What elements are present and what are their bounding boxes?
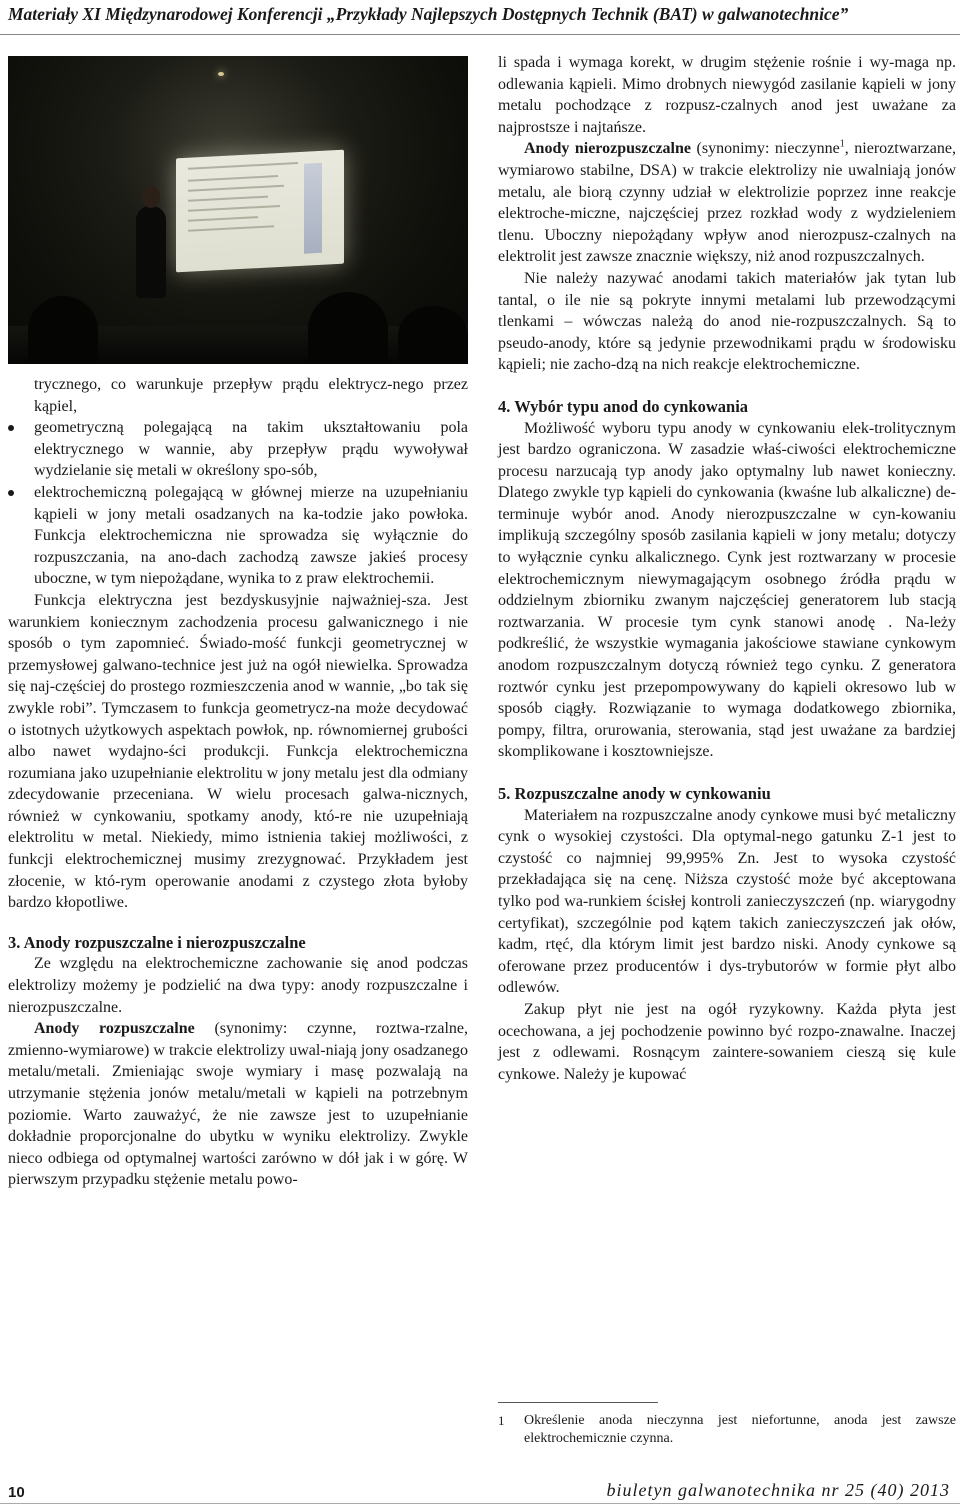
paragraph: Nie należy nazywać anodami takich materiałów jak tytan lub tantal, o ile nie są pokryte innymi metalami lub przewodzącymi tlenkami – wówczas należą do anod nie-rozpuszczalnych. Są to pseudo-anody, które są jedynie przewodnikami prądu w środowisku kąpieli; nie zacho-dzą na nich reakcje elektrochemiczne.	[498, 269, 956, 374]
header-rule	[0, 34, 960, 35]
speaker-silhouette	[136, 206, 166, 298]
audience-silhouette	[308, 292, 388, 364]
list-item-continuation: Funkcja elektrochemiczna nie sprowadza się wyłącznie do rozpuszczania, na ano-dach zachodzą zawsze jakieś procesy uboczne, w tym niepożądane, wynika to z praw elektrochemii.	[34, 527, 468, 588]
anode-functions-list	[8, 417, 468, 590]
paragraph: Materiałem na rozpuszczalne anody cynkowe musi być metaliczny cynk o wysokiej czystości. Dla optymal-nego gatunku Z-1 jest to czystość co najmniej 99,995% Zn. Jest to wysoka czystość przekładająca się na cenę. Niższa czystość może być akceptowana tylko pod wa-runkiem ścisłej kontroli zanieczyszczeń (np. wiarygodny certyfikat), szczególnie pod kątem takich zanieczyszczeń jak ołów, kadm, rtęć, dla którym limit jest bardzo niski. Anody cynkowe są oferowane przez producentów i dys-trybutorów w formie płyt albo odlewów.	[498, 806, 956, 997]
paragraph-continued: trycznego, co warunkuje przepływ prądu elektrycz-nego przez kąpiel,	[34, 376, 468, 415]
conference-photo	[8, 56, 468, 364]
slide-line	[188, 216, 258, 222]
left-column	[8, 374, 468, 1191]
right-column	[498, 52, 956, 1085]
slide-line	[188, 162, 298, 170]
section-heading-3: 3. Anody rozpuszczalne i nierozpuszczalne	[8, 932, 306, 952]
slide-line	[188, 196, 268, 202]
bullet-icon	[8, 490, 14, 496]
term-bold: Anody nierozpuszczalne	[524, 140, 691, 158]
paragraph-text: (synonimy: czynne, roztwa-rzalne, zmienno-wymiarowe) w trakcie elektrolizy uwal-niają jony osadzanego metalu/metali. Zmieniając swoje wymiary i masę pozwalają na utrzymanie stężenia jonów metalu/metali w kąpieli na potrzebnym poziomie. Warto zauważyć, że nie zawsze jest to uzupełnianie dokładnie proporcjonalne do ubytku w wyniku elektrolizy. Zwykle nieco odbiega od optymalnej wartości zarówno w dół jak i w górę. W pierwszym przypadku stężenie metalu powo-	[8, 1020, 468, 1189]
footnote-number: 1	[498, 1413, 505, 1428]
projection-screen	[176, 150, 344, 273]
list-item	[8, 482, 468, 590]
bullet-icon	[8, 425, 14, 431]
paragraph: Funkcja elektryczna jest bezdyskusyjnie najważniej-sza. Jest warunkiem koniecznym zachodzenia procesu galwanicznego i nie sposób o tym zapomnieć. Świado-mość funkcji geometrycznej w przemysłowej galwano-technice jest już na ogół niewielka. Sprowadza się naj-częściej do prostego rozmieszczenia anod w wannie, „bo tak się zwykle robi”. Tymczasem to funkcja geometrycz-na może decydować o istotnych użytkowych aspektach powłok, np. równomiernej grubości albo nawet wydajno-ści produkcji. Funkcja elektrochemiczna rozumiana jako uzupełnianie elektrolitu w jony metalu jest dla odmiany zdecydowanie przeceniana. W wielu procesach galwa-nicznych, również w cynkowaniu, spotkamy anody, któ-re nie uzupełniają elektrolitu w metal. Niekiedy, mimo istnienia takiej możliwości, z funkcji elektrochemicznej musimy zrezygnować. Przykładem jest złocenie, w któ-rym operowanie anodami z czystego złota byłoby bardzo kłopotliwe.	[8, 591, 468, 912]
footnote-text: Określenie anoda nieczynna jest niefortunne, anoda jest zawsze elektrochemicznie czynna.	[524, 1413, 956, 1446]
footnote	[498, 1412, 956, 1448]
section-heading-4: 4. Wybór typu anod do cynkowania	[498, 396, 749, 416]
journal-title: biuletyn galwanotechnika nr 25 (40) 2013	[606, 1480, 950, 1500]
section-heading-5: 5. Rozpuszczalne anody w cynkowaniu	[498, 784, 771, 803]
list-item	[8, 417, 468, 482]
paragraph: Możliwość wyboru typu anody w cynkowaniu elek-trolitycznym jest bardzo ograniczona. W zasadzie właś-ciwości elektrochemiczne procesu narzucają typ anody jako optymalny lub nawet konieczny. Dlatego zwykle typ kąpieli do cynkowania (kwaśne lub alkaliczne) de-terminuje wybór anod. Anody nierozpuszczalne w cyn-kowaniu implikują szczególny sposób zasilania kąpieli w jony metalu; dotyczy to wyłącznie cynku alkalicznego. Cynk jest roztwarzany w procesie elektrochemicznym niewymagającym osobnego źródła prądu w oddzielnym zbiorniku zwanym najczęściej generatorem lub stacją roztwarzania. W procesie tym cynk stanowi anodę . Na-leży podkreślić, że wszystkie wymagania jakościowe stawiane cynkowym anodom rozpuszczalnym dotyczą również tego cynku. Z generatora roztwór cynku jest przepompowywany do kąpieli okresowo lub w sposób ciągły. Rozwiązanie to wymaga dodatkowego zbiornika, pompy, filtra, orurowania, sterowania, stąd jest uważane za bardziej skomplikowane i kosztowniejsze.	[498, 419, 956, 761]
term-bold: Anody rozpuszczalne	[34, 1020, 195, 1038]
footer-rule	[0, 1503, 960, 1504]
paragraph	[498, 138, 956, 268]
footnote-ref[interactable]: 1	[839, 139, 845, 151]
paragraph	[8, 1018, 468, 1191]
running-header: Materiały XI Międzynarodowej Konferencji „Przykłady Najlepszych Dostępnych Technik (BAT) w galwanotechnice”	[8, 4, 849, 24]
audience-silhouette	[398, 306, 468, 364]
paragraph: Ze względu na elektrochemiczne zachowanie się anod podczas elektrolizy możemy je podzielić na dwa typy: anody rozpuszczalne i nierozpuszczalne.	[8, 955, 468, 1016]
paragraph-text: (synonimy: nieczynne	[691, 140, 840, 158]
paragraph: Zakup płyt nie jest na ogół ryzykowny. Każda płyta jest ocechowana, a jej pochodzenie powinno być rozpo-znawalne. Inaczej jest z odlewami. Rosnącym zaintere-sowaniem cieszą się kule cynkowe. Należy je kupować	[498, 1000, 956, 1083]
ceiling-lamp	[218, 72, 224, 76]
list-item-text: geometryczną polegającą na takim ukształtowaniu pola elektrycznego w wannie, aby przepływ prądu wywoływał wydzielanie się metali w określony spo-sób,	[34, 419, 468, 480]
footnote-rule	[498, 1402, 658, 1403]
slide-line	[188, 175, 278, 182]
list-item-text: elektrochemiczną polegającą w głównej mierze na uzupełnianiu kąpieli w jony metali osadzanych na ka-todzie jako powłoka.	[34, 483, 468, 523]
paragraph-text: , nieroztwarzane, wymiarowo stabilne, DSA) w trakcie elektrolizy nie uwalniają jonów metalu, ale biorą czynny udział w elektrolizie poprzez inne reakcje elektroche-miczne, najczęściej przez rozkład wody z wydzieleniem tlenu. Uboczny niepożądany wpływ anod nierozpusz-czalnych na elektrolit jest zawsze znacznie większy, niż anod rozpuszczalnych.	[498, 140, 956, 266]
slide-figure	[304, 163, 322, 254]
slide-line	[188, 185, 284, 192]
paragraph-continued: li spada i wymaga korekt, w drugim stężenie rośnie i wy-maga np. odlewania kąpieli. Mimo drobnych niewygód zasilanie kąpieli w jony metalu pochodzące z rozpusz-czalnych anod jest uważane za najprostsze i najtańsze.	[498, 54, 956, 136]
audience-silhouette	[28, 296, 98, 364]
page-number: 10	[8, 1484, 25, 1501]
slide-line	[188, 205, 280, 212]
slide-line	[188, 225, 274, 232]
